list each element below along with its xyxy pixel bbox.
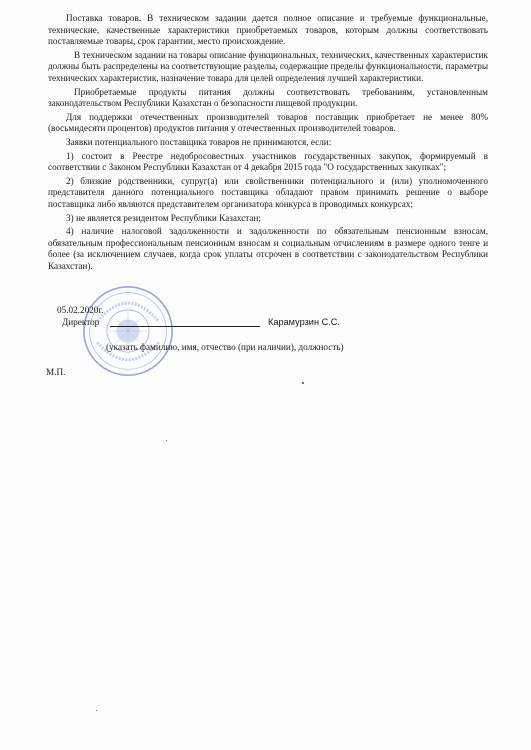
paragraph-food-safety: Приобретаемые продукты питания должны соответствовать требованиям, установленным законодательством Республики Казахстан о безопасности пищевой продукции. [48, 86, 488, 109]
list-item-3: 3) не является резидентом Республики Казахстан; [66, 212, 261, 223]
signature-hint: (указать фамилию, имя, отчество (при наличии), должность) [106, 342, 344, 352]
speck-1 [302, 382, 304, 384]
signature-date: 05.02.2020г. [57, 305, 104, 315]
speck-3 [96, 710, 97, 711]
signature-line [110, 326, 260, 327]
paragraph-domestic-producers: Для поддержки отечественных производителей товаров поставщик приобретает не менее 80% (восьмидесяти процентов) продуктов питания у отечественных производителей товаров. [48, 111, 488, 134]
round-stamp-icon [80, 283, 176, 379]
paragraph-rejection-intro: Заявки потенциального поставщика товаров не принимаются, если: [66, 136, 332, 147]
speck-2 [166, 440, 167, 441]
list-item-2: 2) близкие родственники, супруг(а) или свойственники потенциального и (или) уполномоченного представителя данного потенциального поставщика обладают правом принимать решение о выборе поставщика либо являются представителем организатора конкурса в проводимых конкурсах; [48, 175, 488, 209]
paragraph-supply: Поставка товаров. В техническом задании дается полное описание и требуемые функциональные, технические, качественные характеристики приобретаемых товаров, которым должны соответствовать поставляемые товары, срок гарантии, место происхождение. [48, 13, 488, 47]
paragraph-tech-spec: В техническом задании на товары описание функциональных, технических, качественных характеристик должны быть распределены на соответствующие разделы, содержащие пределы функциональности, параметры технических характеристик, назначение товара для целей определения лучшей характеристики. [48, 49, 488, 83]
seal-placeholder: М.П. [46, 367, 66, 377]
document-body [48, 13, 488, 274]
list-item-1: 1) состоит в Реестре недобросовестных участников государственных закупок, формируемый в соответствии с Законом Республики Казахстан от 4 декабря 2015 года "О государственных закупках"; [48, 150, 488, 173]
signatory-name: Карамурзин С.С. [268, 317, 340, 327]
list-item-4: 4) наличие налоговой задолженности и задолженности по обязательным пенсионным взносам, обязательным профессиональным пенсионным взносам и социальным отчислениям в размере одного тенге и более (за исключением случаев, когда срок уплаты отсрочен в соответствии с законодательством Республики Казахстан). [48, 226, 488, 271]
signature-role: Директор [62, 317, 100, 327]
